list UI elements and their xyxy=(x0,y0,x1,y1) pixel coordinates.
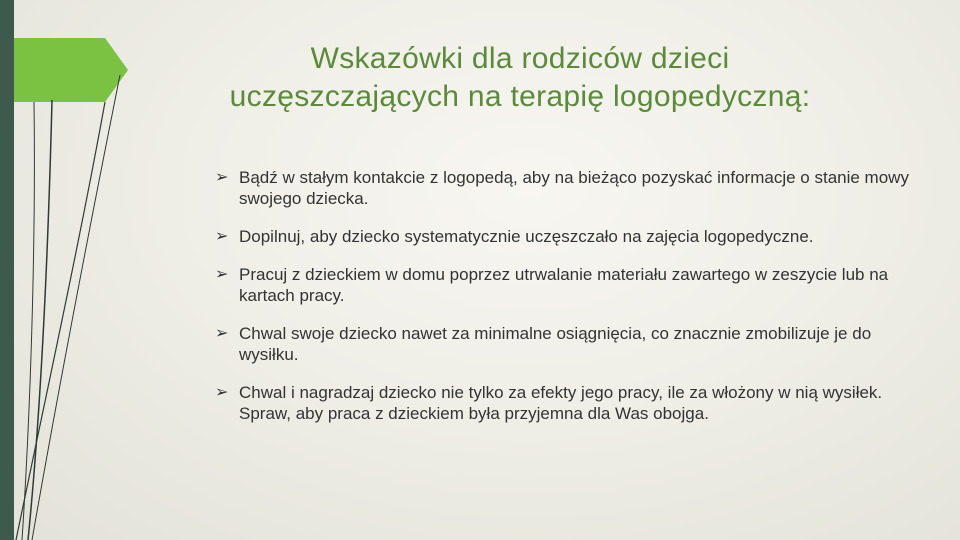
arrow-bullet-icon: ➢ xyxy=(215,384,229,401)
tips-list xyxy=(215,167,915,441)
list-item-text: Dopilnuj, aby dziecko systematycznie uczęszczało na zajęcia logopedyczne. xyxy=(239,227,814,246)
list-item xyxy=(215,167,915,209)
list-item-text: Chwal i nagradzaj dziecko nie tylko za efekty jego pracy, ile za włożony w nią wysiłek. Spraw, aby praca z dzieckiem była przyjemna dla Was obojga. xyxy=(239,383,883,423)
list-item-text: Bądź w stałym kontakcie z logopedą, aby na bieżąco pozyskać informacje o stanie mowy swojego dziecka. xyxy=(239,168,909,208)
arrow-bullet-icon: ➢ xyxy=(215,228,229,245)
list-item xyxy=(215,226,915,247)
deco-curve-4 xyxy=(22,102,34,540)
arrow-bullet-icon: ➢ xyxy=(215,266,229,283)
arrow-bullet-icon: ➢ xyxy=(215,325,229,342)
arrow-bullet-icon: ➢ xyxy=(215,169,229,186)
list-item-text: Pracuj z dzieckiem w domu poprzez utrwalanie materiału zawartego w zeszycie lub na kartach pracy. xyxy=(239,265,889,305)
green-arrow-shape xyxy=(14,38,128,102)
list-item-text: Chwal swoje dziecko nawet za minimalne osiągnięcia, co znacznie zmobilizuje je do wysiłku. xyxy=(239,324,872,364)
decorative-lines xyxy=(0,0,160,540)
list-item xyxy=(215,382,915,424)
title-line-1: Wskazówki dla rodziców dzieci xyxy=(310,42,730,75)
deco-curve-2 xyxy=(16,102,105,540)
list-item xyxy=(215,264,915,306)
slide-title xyxy=(160,40,880,116)
title-line-2: uczęszczających na terapię logopedyczną: xyxy=(229,80,811,113)
list-item xyxy=(215,323,915,365)
